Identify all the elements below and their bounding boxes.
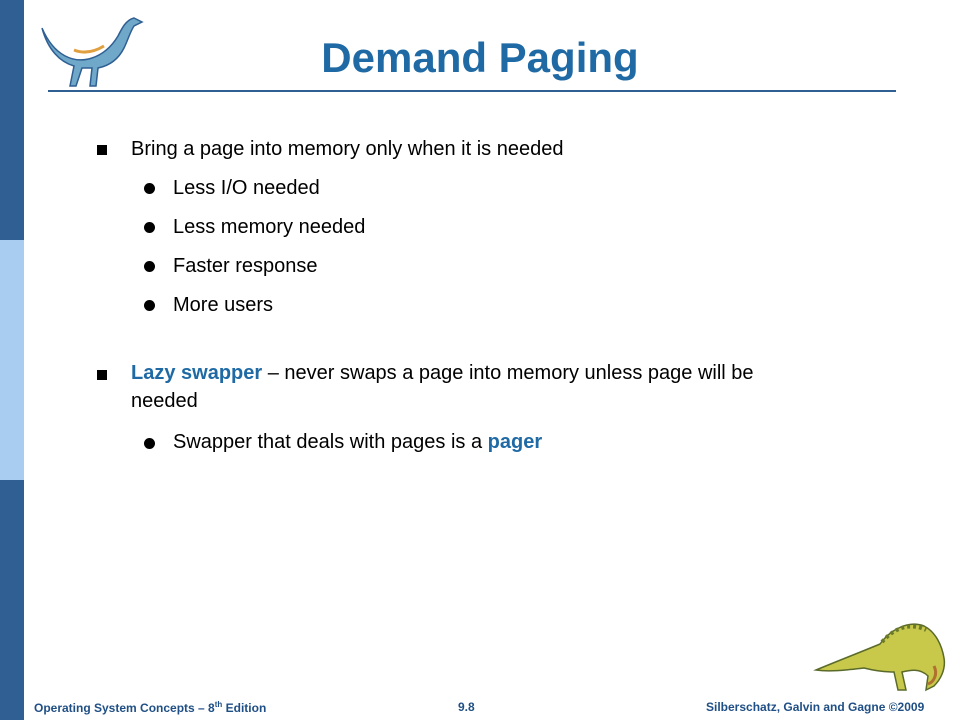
round-bullet-icon: [144, 183, 155, 194]
footer-book-title-sup: th: [214, 700, 223, 709]
round-bullet-icon: [144, 300, 155, 311]
bullet-1-text: Bring a page into memory only when it is needed: [131, 138, 564, 160]
slide-title: Demand Paging: [321, 34, 639, 81]
footer-book-title: [34, 700, 266, 715]
bullet-2-line-2: needed: [131, 390, 198, 412]
page-number: 9.8: [458, 700, 475, 714]
left-sidebar-highlight: [0, 240, 24, 480]
sub-bullet-5-prefix: Swapper that deals with pages is a: [173, 431, 488, 453]
sub-bullet-4: More users: [173, 294, 274, 316]
sub-bullet-3: Faster response: [173, 255, 318, 277]
pager-term: pager: [487, 431, 543, 453]
round-bullet-icon: [144, 261, 155, 272]
sub-bullet-2: Less memory needed: [173, 216, 366, 238]
square-bullet-icon: [97, 145, 107, 155]
round-bullet-icon: [144, 222, 155, 233]
title-underline: [48, 90, 896, 92]
footer-book-title-prefix: Operating System Concepts – 8: [34, 701, 215, 715]
sub-bullet-1: Less I/O needed: [173, 177, 320, 199]
footer-authors: Silberschatz, Galvin and Gagne ©2009: [706, 700, 925, 714]
square-bullet-icon: [97, 370, 107, 380]
bullet-2-line-1: [131, 359, 754, 388]
bullet-2-line-1-rest: – never swaps a page into memory unless page will be: [262, 362, 754, 384]
dinosaur-illustration-icon: [810, 610, 950, 694]
round-bullet-icon: [144, 438, 155, 449]
sub-bullet-5: [173, 428, 542, 457]
footer-book-title-suffix: Edition: [222, 701, 267, 715]
lazy-swapper-term: Lazy swapper: [131, 362, 263, 384]
